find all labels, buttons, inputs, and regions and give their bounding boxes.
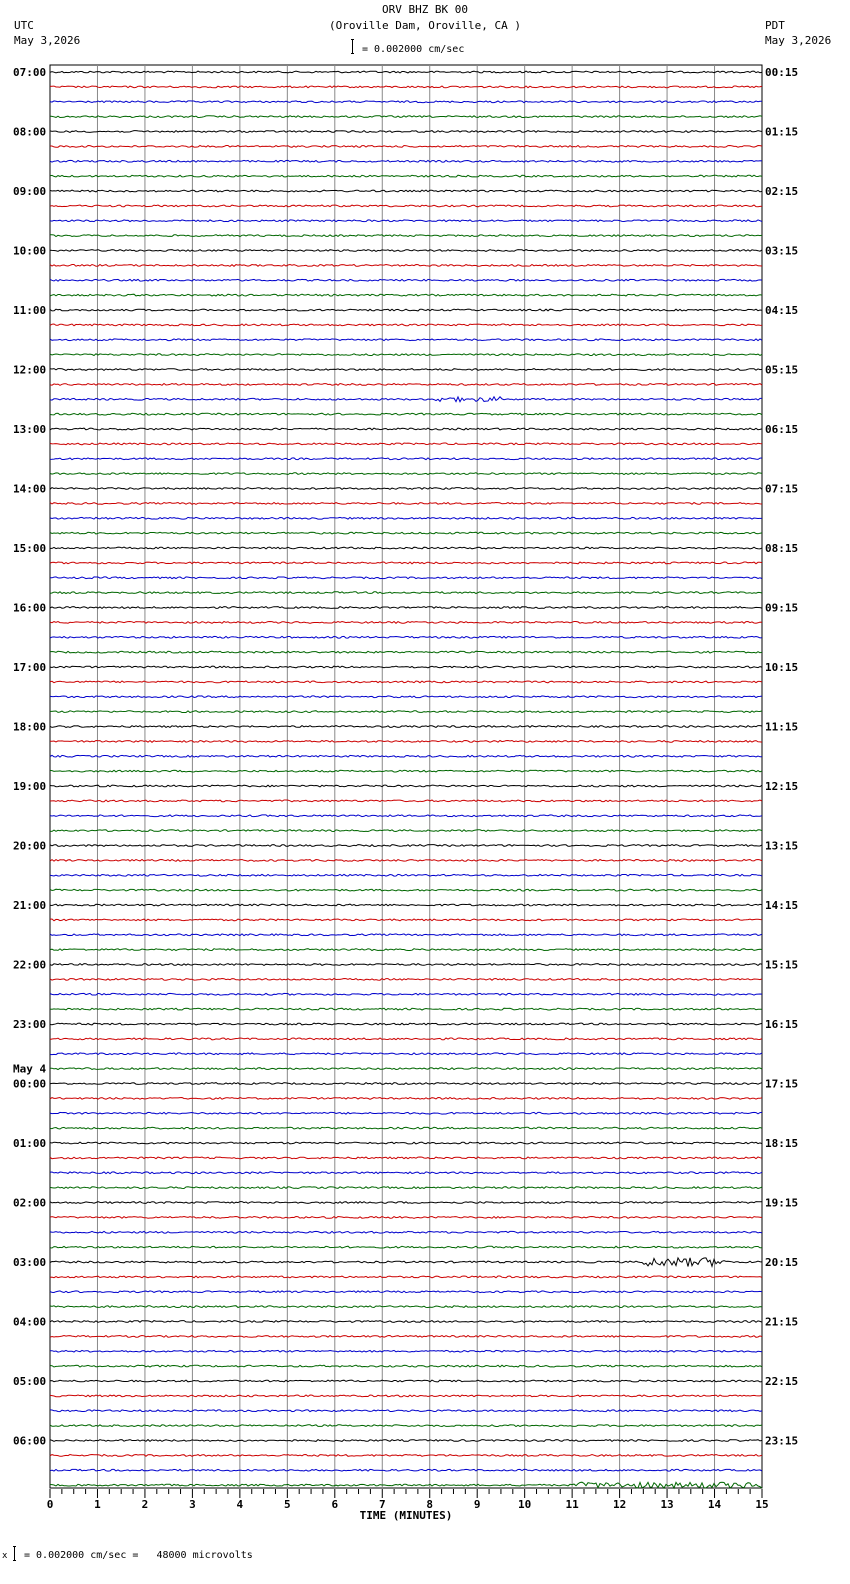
hour-label-utc: 16:00 xyxy=(13,601,47,615)
hour-label-pdt: 13:15 xyxy=(765,839,799,853)
trace-row xyxy=(50,1098,762,1100)
trace-row xyxy=(50,1410,762,1412)
trace-row xyxy=(50,1142,762,1144)
trace-row xyxy=(50,741,762,743)
hour-label-utc: 00:00 xyxy=(13,1077,47,1091)
hour-label-utc: 07:00 xyxy=(13,66,47,79)
hour-label-pdt: 18:15 xyxy=(765,1137,799,1150)
trace-row xyxy=(50,934,762,936)
utc-date-label: May 3,2026 xyxy=(14,34,81,47)
trace-row xyxy=(50,1258,762,1267)
trace-row xyxy=(50,250,762,252)
station-title: ORV BHZ BK 00 xyxy=(381,3,469,16)
hour-label-utc: 05:00 xyxy=(13,1375,47,1388)
trace-row xyxy=(50,949,762,951)
hour-label-pdt: 01:15 xyxy=(765,125,799,139)
pdt-date-label: May 3,2026 xyxy=(765,34,832,47)
trace-row xyxy=(50,339,762,341)
trace-row xyxy=(50,755,762,757)
hour-label-utc: 14:00 xyxy=(13,482,47,496)
trace-row xyxy=(50,1187,762,1189)
hour-label-pdt: 00:15 xyxy=(765,66,799,79)
trace-row xyxy=(50,726,762,728)
hour-label-utc: 09:00 xyxy=(13,185,47,198)
hour-label-utc: 21:00 xyxy=(13,899,47,912)
hour-label-utc: 02:00 xyxy=(13,1196,47,1210)
trace-row xyxy=(50,443,762,445)
trace-row xyxy=(50,190,762,192)
trace-row xyxy=(50,131,762,133)
trace-row xyxy=(50,458,762,460)
trace-row xyxy=(50,800,762,802)
trace-row xyxy=(50,577,762,579)
trace-row xyxy=(50,160,762,162)
hour-label-pdt: 22:15 xyxy=(765,1375,799,1388)
trace-row xyxy=(50,71,762,73)
hour-label-utc: 11:00 xyxy=(13,304,47,317)
x-tick-label: 2 xyxy=(141,1498,149,1511)
trace-row xyxy=(50,711,762,713)
trace-row xyxy=(50,1246,762,1248)
trace-row xyxy=(50,622,762,624)
trace-row xyxy=(50,86,762,88)
trace-row xyxy=(50,919,762,921)
hour-label-pdt: 05:15 xyxy=(765,363,799,377)
hour-label-pdt: 02:15 xyxy=(765,185,799,198)
utc-zone-label: UTC xyxy=(14,19,34,32)
hour-label-utc: 03:00 xyxy=(13,1256,47,1269)
trace-row xyxy=(50,889,762,891)
hour-label-pdt: 16:15 xyxy=(765,1018,799,1031)
x-tick-label: 9 xyxy=(473,1498,481,1511)
hour-label-pdt: 12:15 xyxy=(765,780,799,793)
trace-row xyxy=(50,473,762,475)
trace-row xyxy=(50,1068,762,1070)
trace-row xyxy=(50,235,762,237)
trace-row xyxy=(50,651,762,653)
trace-row xyxy=(50,294,762,296)
hour-label-pdt: 07:15 xyxy=(765,482,799,496)
hour-label-pdt: 06:15 xyxy=(765,423,799,436)
trace-row xyxy=(50,1336,762,1338)
trace-row xyxy=(50,517,762,519)
trace-row xyxy=(50,607,762,609)
hour-label-utc: 18:00 xyxy=(13,720,47,734)
trace-row xyxy=(50,309,762,311)
trace-row xyxy=(50,1395,762,1397)
trace-row xyxy=(50,964,762,966)
pdt-zone-label: PDT xyxy=(765,19,785,32)
x-tick-label: 8 xyxy=(426,1498,434,1511)
trace-row xyxy=(50,354,762,356)
trace-row xyxy=(50,1425,762,1427)
trace-row xyxy=(50,220,762,222)
trace-row xyxy=(50,1217,762,1219)
trace-row xyxy=(50,1455,762,1457)
x-tick-label: 6 xyxy=(331,1498,339,1511)
x-axis-label: TIME (MINUTES) xyxy=(359,1509,453,1522)
trace-row xyxy=(50,696,762,698)
hour-label-pdt: 03:15 xyxy=(765,244,799,258)
hour-label-utc: 20:00 xyxy=(13,839,47,853)
hour-label-pdt: 14:15 xyxy=(765,899,799,912)
trace-row xyxy=(50,979,762,981)
trace-row xyxy=(50,1008,762,1010)
trace-row xyxy=(50,265,762,267)
trace-row xyxy=(50,681,762,683)
x-tick-label: 14 xyxy=(707,1498,722,1511)
trace-row xyxy=(50,547,762,549)
trace-row xyxy=(50,101,762,103)
trace-row xyxy=(50,503,762,505)
hour-label-pdt: 15:15 xyxy=(765,958,799,972)
hour-label-pdt: 04:15 xyxy=(765,304,799,317)
trace-row xyxy=(50,770,762,772)
trace-row xyxy=(50,1202,762,1204)
trace-row xyxy=(50,1053,762,1055)
hour-label-pdt: 20:15 xyxy=(765,1256,799,1269)
footer-scale-text: = 0.002000 cm/sec = 48000 microvolts xyxy=(24,1550,253,1561)
trace-row xyxy=(50,1157,762,1159)
hour-label-pdt: 23:15 xyxy=(765,1434,799,1448)
trace-row xyxy=(50,279,762,281)
trace-row xyxy=(50,1038,762,1040)
hour-label-pdt: 08:15 xyxy=(765,542,799,555)
trace-row xyxy=(50,1231,762,1233)
hour-label-utc: 23:00 xyxy=(13,1018,47,1031)
trace-row xyxy=(50,1440,762,1442)
trace-row xyxy=(50,1350,762,1352)
trace-row xyxy=(50,1482,762,1488)
x-tick-label: 15 xyxy=(755,1498,769,1511)
trace-row xyxy=(50,488,762,490)
x-tick-label: 5 xyxy=(284,1498,291,1511)
trace-row xyxy=(50,1127,762,1129)
trace-row xyxy=(50,369,762,371)
trace-row xyxy=(50,532,762,534)
trace-row xyxy=(50,1469,762,1471)
trace-row xyxy=(50,428,762,430)
footer-scale-bar-icon xyxy=(13,1546,16,1561)
trace-row xyxy=(50,815,762,817)
x-tick-label: 11 xyxy=(565,1498,579,1511)
trace-row xyxy=(50,413,762,415)
hour-label-utc: 01:00 xyxy=(13,1137,47,1150)
trace-row xyxy=(50,384,762,386)
trace-row xyxy=(50,845,762,847)
x-tick-label: 13 xyxy=(660,1498,674,1511)
hour-label-pdt: 10:15 xyxy=(765,661,799,674)
hour-label-utc: 06:00 xyxy=(13,1434,47,1448)
footer-prefix: x xyxy=(2,1551,8,1561)
trace-row xyxy=(50,874,762,876)
trace-row xyxy=(50,785,762,787)
hour-label-pdt: 11:15 xyxy=(765,720,799,734)
trace-row xyxy=(50,993,762,995)
trace-row xyxy=(50,1321,762,1323)
plot-frame xyxy=(50,65,762,1488)
date-change-label: May 4 xyxy=(13,1062,47,1076)
trace-row xyxy=(50,146,762,148)
trace-row xyxy=(50,562,762,564)
trace-row xyxy=(50,1276,762,1278)
x-tick-label: 7 xyxy=(378,1498,386,1511)
x-tick-label: 12 xyxy=(612,1498,627,1511)
trace-row xyxy=(50,636,762,638)
trace-row xyxy=(50,175,762,177)
trace-row xyxy=(50,1306,762,1308)
x-tick-label: 3 xyxy=(189,1498,196,1511)
hour-label-utc: 12:00 xyxy=(13,363,47,377)
hour-label-utc: 22:00 xyxy=(13,958,47,972)
hour-label-pdt: 21:15 xyxy=(765,1315,799,1329)
trace-row xyxy=(50,830,762,832)
trace-row xyxy=(50,1083,762,1085)
hour-label-utc: 17:00 xyxy=(13,661,47,674)
hour-label-utc: 13:00 xyxy=(13,423,47,436)
trace-row xyxy=(50,1112,762,1114)
hour-label-pdt: 09:15 xyxy=(765,601,799,615)
trace-row xyxy=(50,116,762,118)
trace-row xyxy=(50,904,762,906)
hour-label-pdt: 19:15 xyxy=(765,1196,799,1210)
scale-label: = 0.002000 cm/sec xyxy=(362,44,465,55)
x-tick-label: 0 xyxy=(46,1498,54,1511)
trace-row xyxy=(50,1380,762,1382)
hour-label-utc: 08:00 xyxy=(13,125,47,139)
trace-row xyxy=(50,860,762,862)
hour-label-pdt: 17:15 xyxy=(765,1077,799,1091)
trace-row xyxy=(50,324,762,326)
trace-row xyxy=(50,1365,762,1367)
trace-row xyxy=(50,1291,762,1293)
trace-row xyxy=(50,397,762,402)
x-tick-label: 10 xyxy=(518,1498,532,1511)
hour-label-utc: 15:00 xyxy=(13,542,47,555)
hour-label-utc: 19:00 xyxy=(13,780,47,793)
hour-label-utc: 10:00 xyxy=(13,244,47,258)
x-tick-label: 4 xyxy=(236,1498,244,1511)
trace-row xyxy=(50,1023,762,1025)
trace-row xyxy=(50,1172,762,1174)
trace-row xyxy=(50,666,762,668)
station-location: (Oroville Dam, Oroville, CA ) xyxy=(328,19,522,32)
trace-row xyxy=(50,205,762,207)
trace-row xyxy=(50,592,762,594)
hour-label-utc: 04:00 xyxy=(13,1315,47,1329)
x-tick-label: 1 xyxy=(94,1498,101,1511)
